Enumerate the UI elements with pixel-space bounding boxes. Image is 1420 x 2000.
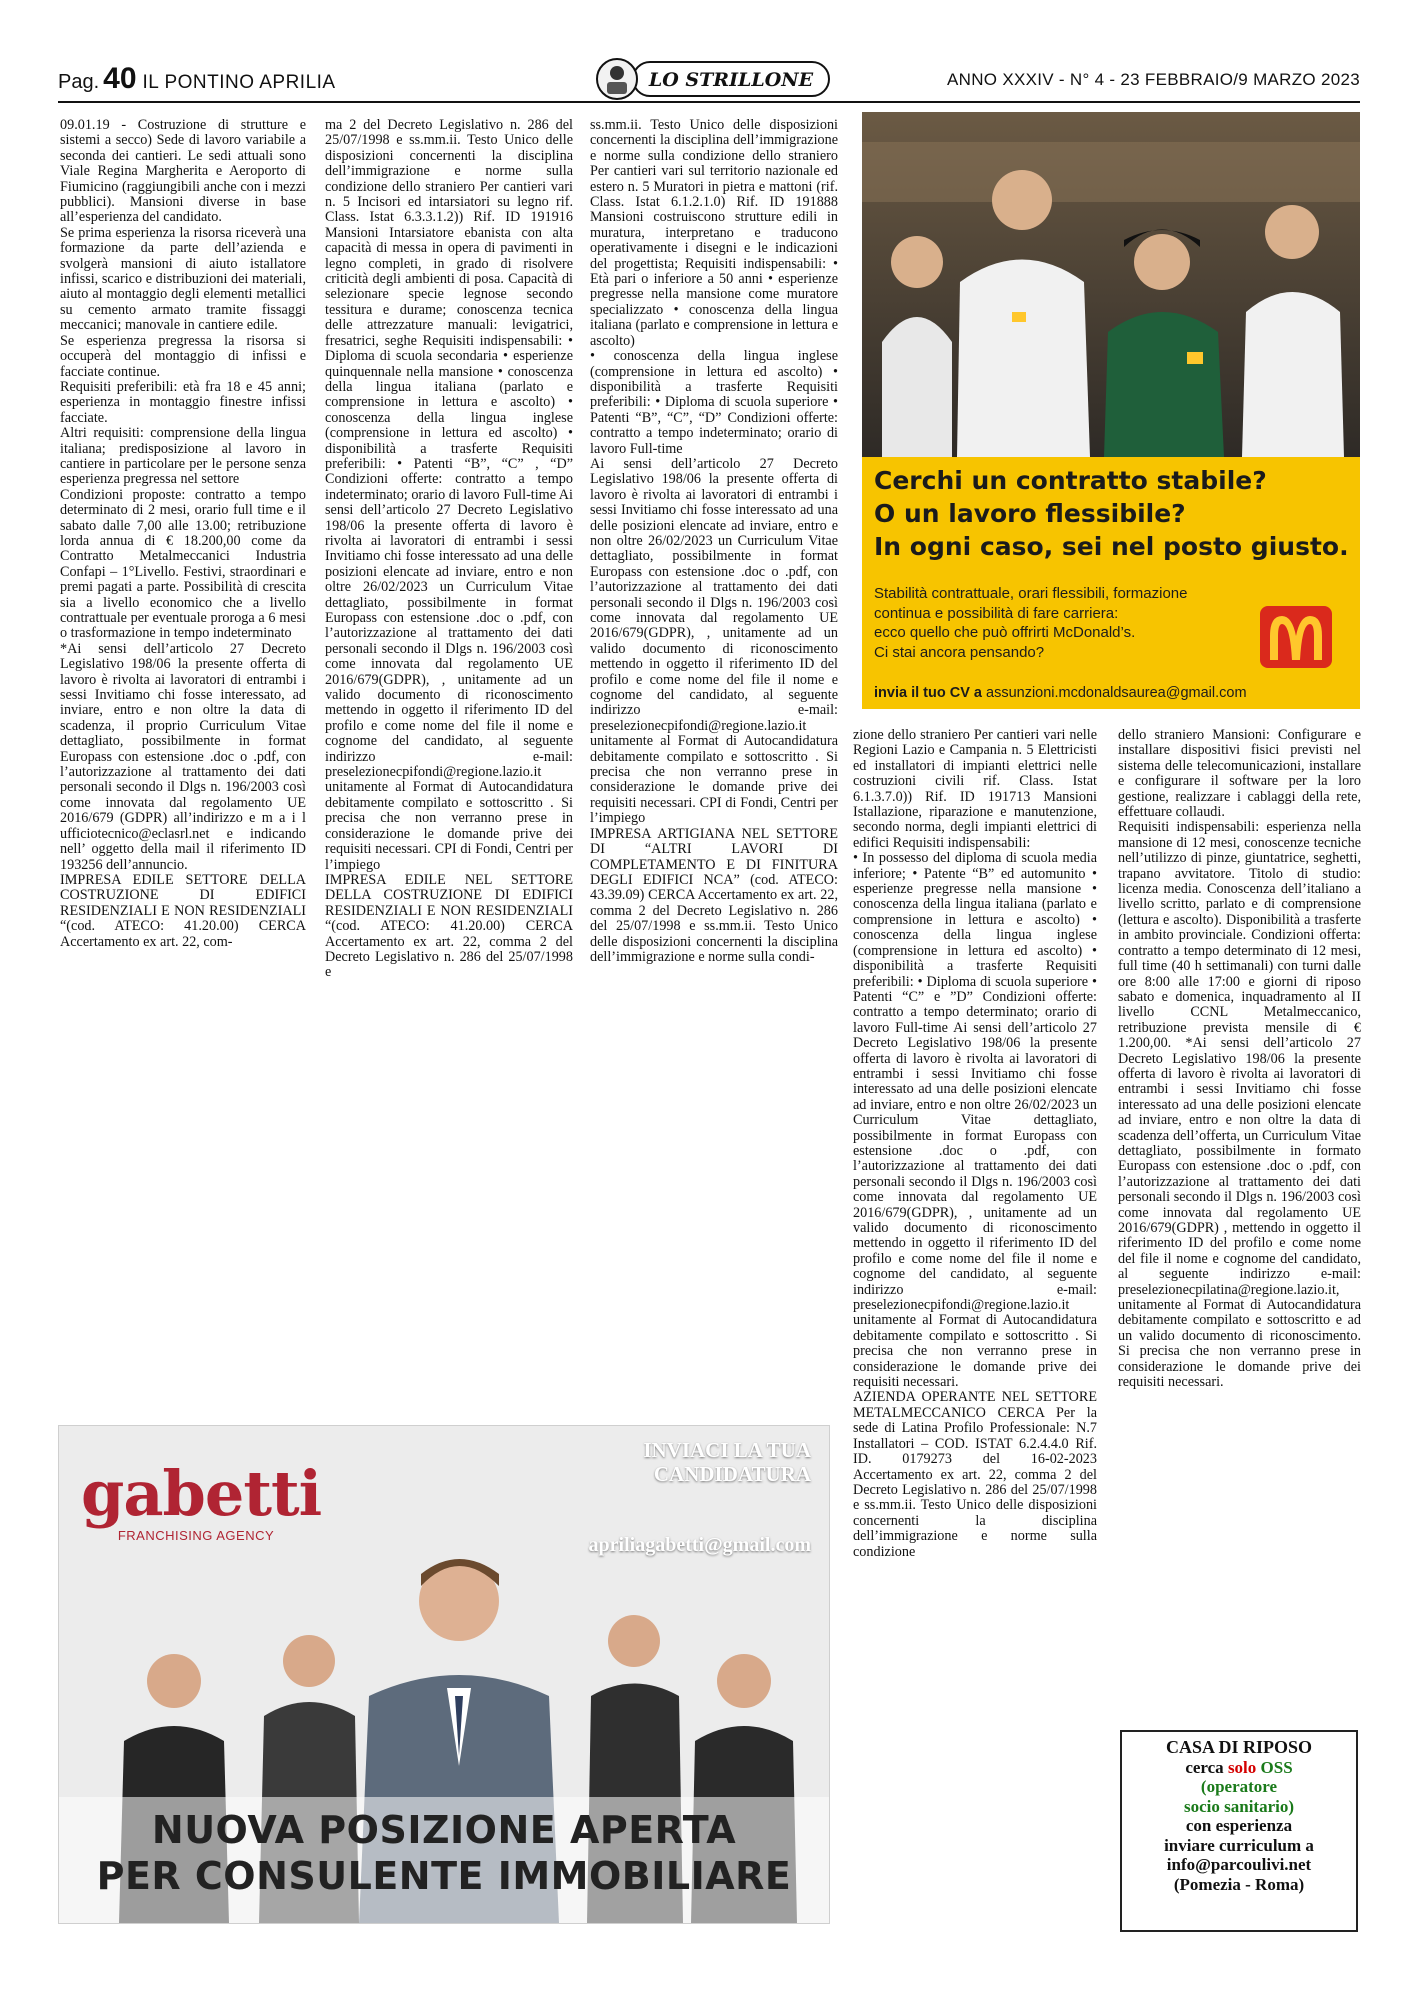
article-paragraph: IMPRESA EDILE SETTORE DELLA COSTRUZIONE DI EDIFICI RESIDENZIALI E NON RESIDENZIALI “(cod. ATECO: 41.20.00) CERCA Accertamento ex art. 22, com- bbox=[60, 871, 306, 950]
publication-name: IL PONTINO APRILIA bbox=[142, 72, 336, 93]
body-line: Ci stai ancora pensando? bbox=[874, 643, 1045, 661]
page-label: Pag. bbox=[58, 71, 100, 93]
article-paragraph: 09.01.19 - Costruzione di strutture e sistemi a secco) Sede di lavoro variabile a seconda dei cantieri. Le sedi attuali sono Viale Regina Margherita e Aeroporto di Fiumicino (raggiungibili anche con i mezzi pubblici). Mansioni diverse in base all’esperienza del candidato. bbox=[60, 117, 306, 226]
article-paragraph: IMPRESA EDILE NEL SETTORE DELLA COSTRUZIONE DI EDIFICI RESIDENZIALI E NON RESIDENZIALI “(cod. ATECO: 41.20.00) CERCA Accertamento ex art. 22, comma 2 del Decreto Legislativo n. 286 del 25/07/1998 e bbox=[325, 871, 573, 981]
ad-headline bbox=[874, 464, 1354, 563]
article-paragraph: Altri requisiti: comprensione della lingua italiana; predisposizione al lavoro in cantiere in particolare per le persone senza esperienza pregressa nel settore bbox=[60, 425, 306, 488]
casa-text: cerca bbox=[1185, 1757, 1228, 1777]
article-paragraph: *Ai sensi dell’articolo 27 Decreto Legislativo 198/06 la presente offerta di lavoro è rivolta ai lavoratori di entrambi i sessi Invitiamo chi fosse interessato, ad inviare, entro e non oltre la data di scadenza, il proprio Curriculum Vitae dettagliato, possibilmente in format Europass con estensione .doc o .pdf, con l’autorizzazione al trattamento dei dati personali secondo il Dlgs n. 196/2003 così come innovata dal regolamento UE 2016/679 (GDPR) all’indirizzo e m a i l ufficiotecnico@eclasrl.net e indicando nell’ oggetto della mail il riferimento ID 193256 dell’annuncio. bbox=[60, 640, 306, 873]
page-folio bbox=[58, 62, 336, 96]
column-2 bbox=[325, 118, 573, 1346]
casa-title: CASA DI RIPOSO bbox=[1165, 1737, 1313, 1757]
casa-highlight-green: OSS bbox=[1256, 1757, 1293, 1777]
mcdonalds-ad bbox=[862, 112, 1360, 709]
column-4 bbox=[853, 728, 1097, 1963]
lo-strillone-logo bbox=[593, 56, 833, 102]
article-paragraph: dello straniero Mansioni: Configurare e installare dispositivi fisici previsti nel sistema delle telecomunicazioni, installare e configurare il software per la loro gestione, realizzare i cablaggi della rete, effettuare collaudi. bbox=[1118, 727, 1361, 821]
casa-di-riposo-ad bbox=[1120, 1730, 1358, 1932]
gabetti-ad bbox=[58, 1425, 830, 1924]
article-paragraph: Requisiti indispensabili: esperienza nella mansione di 12 mesi, conoscenze tecniche nell’utilizzo di pinze, giuntatrice, seghetti, trapano avvitatore. Titolo di studio: licenza media. Conoscenza dell’italiano a livello scritto, parlato e di comprensione (lettura e ascolto). Disponibilità a trasferte in ambito provinciale. Condizioni offerta: contratto a tempo determinato di 12 mesi, full time (40 h settimanali) con turni dalle ore 8:00 alle 17:00 e giorni di riposo sabato e domenica, inquadramento al II livello CCNL Metalmeccanico, retribuzione prevista mensile di € 1.200,00. *Ai sensi dell’articolo 27 Decreto Legislativo 198/06 la presente offerta di lavoro è rivolta ai lavoratori di entrambi i sessi Invitiamo chi fosse interessato ad una delle posizioni elencate ad inviare, entro e non oltre la data di scadenza dell’offerta, un Curriculum Vitae dettagliato, possibilmente in formato Europass con estensione .doc o .pdf, con l’autorizzazione al trattamento dei dati personali secondo il Dlgs n. 196/2003 così come innovata dal regolamento UE 2016/679(GDPR) , mettendo in oggetto il riferimento ID del profilo e come nome del file il nome e cognome del candidato, al seguente indirizzo e-mail: preselezionecpilatina@regione.lazio.it, unitamente al Format di Autocandidatura debitamente compilato e sottoscritto e ad un valido documento di riconoscimento. Si precisa che non verranno prese in considerazione le domande prive dei requisiti necessari. bbox=[1118, 819, 1361, 1391]
headline-line: In ogni caso, sei nel posto giusto. bbox=[874, 532, 1349, 561]
casa-line: inviare curriculum a bbox=[1164, 1835, 1314, 1855]
article-paragraph: ma 2 del Decreto Legislativo n. 286 del 25/07/1998 e ss.mm.ii. Testo Unico delle disposizioni concernenti la disciplina dell’immigrazione e norme sulla condizione dello straniero Per cantieri vari n. 5 Incisori ed intarsiatori su legno rif. Class. Istat 6.3.3.1.2)) Rif. ID 191916 Mansioni Intarsiatore ebanista con alta capacità di messa in opera di pavimenti in legno completi, in grado di risolvere criticità degli ambienti di posa. Capacità di selezionare specie legnose secondo tessitura e durame; conoscenza tecnica delle attrezzature manuali: levigatrici, fresatrici, seghe Requisiti indispensabili: • Diploma di scuola secondaria • esperienze quinquennale nella mansione • conoscenza della lingua italiana (parlato e comprensione in lettura e ascolto) • conoscenza della lingua inglese (comprensione in lettura ed ascolto) • disponibilità a trasferte Requisiti preferibili: • Patenti “B”, “C” , “D” Condizioni offerte: contratto a tempo indeterminato; orario di lavoro Full-time Ai sensi dell’articolo 27 Decreto Legislativo 198/06 la presente offerta di lavoro è rivolta ai lavoratori di entrambi i sessi Invitiamo chi fosse interessato ad una delle posizioni elencate ad inviare, entro e non oltre 26/02/2023 un Curriculum Vitae dettagliato, possibilmente in format Europass con estensione .doc o .pdf, con l’autorizzazione al trattamento dei dati personali secondo il Dlgs n. 196/2003 così come innovata dal regolamento UE 2016/679(GDPR), , unitamente ad un valido documento di riconoscimento mettendo in oggetto il riferimento ID del profilo e come nome del file il nome e cognome del candidato, al seguente indirizzo e-mail: preselezionecpifondi@regione.lazio.it unitamente al Format di Autocandidatura debitamente compilato e sottoscritto . Si precisa che non verranno prese in considerazione le domande prive dei requisiti necessari. CPI di Fondi, Centri per l’impiego bbox=[325, 117, 573, 873]
article-paragraph: • conoscenza della lingua inglese (comprensione in lettura ed ascolto) • disponibilità a trasferte Requisiti preferibili: • Diploma di scuola superiore • Patenti “B”, “C”, “D” Condizioni offerte: contratto a tempo indeterminato; orario di lavoro Full-time bbox=[590, 348, 838, 457]
invite-line: INVIACI LA TUA bbox=[643, 1438, 811, 1462]
page-number: 40 bbox=[103, 62, 137, 95]
article-paragraph: Se esperienza pregressa la risorsa si occuperà del montaggio di infissi e facciate continue. bbox=[60, 332, 306, 380]
casa-highlight-red: solo bbox=[1227, 1757, 1257, 1777]
ad-cta bbox=[874, 685, 1354, 701]
invite-line: CANDIDATURA bbox=[653, 1462, 811, 1486]
gabetti-headline: PER CONSULENTE IMMOBILIARE bbox=[96, 1854, 792, 1898]
gabetti-brand bbox=[81, 1457, 322, 1543]
article-paragraph: Se prima esperienza la risorsa riceverà una formazione da parte dell’azienda e svolgerà mansioni di aiuto istallatore infissi, scarico e distribuzioni dei materiali, aiuto al montaggio degli elementi metallici su cemento armato tramite fissaggi meccanici; manovale in cantiere edile. bbox=[60, 224, 306, 334]
article-paragraph: ss.mm.ii. Testo Unico delle disposizioni concernenti la disciplina dell’immigrazione e norme sulla condizione dello straniero Per cantieri vari sul territorio nazionale ed estero n. 5 Muratori in pietra e mattoni (rif. Class. Istat 6.1.2.1.0) Rif. ID 191888 Mansioni costruiscono strutture edili in muratura, interpretano e traducono operativamente i disegni e le indicazioni del progettista; Requisiti indispensabili: • Età pari o inferiore a 50 anni • esperienze pregresse nella mansione come muratore specializzato • conoscenza della lingua italiana (parlato e comprensione in lettura e ascolto) bbox=[590, 117, 838, 349]
gabetti-email-link[interactable]: apriliagabetti@gmail.com bbox=[588, 1534, 811, 1556]
column-1 bbox=[60, 118, 306, 1366]
gabetti-headline: NUOVA POSIZIONE APERTA bbox=[151, 1808, 737, 1852]
gabetti-subtitle: FRANCHISING AGENCY bbox=[117, 1528, 275, 1543]
headline-line: O un lavoro flessibile? bbox=[874, 499, 1186, 528]
column-3 bbox=[590, 117, 838, 965]
body-line: continua e possibilità di fare carriera: bbox=[874, 604, 1119, 622]
article-paragraph: • In possesso del diploma di scuola media inferiore; • Patente “B” ed automunito • esperienze pregresse nella mansione • conoscenza della lingua italiana (parlato e comprensione in lettura e ascolto) • conoscenza della lingua inglese (comprensione in lettura ed ascolto) • disponibilità a trasferte Requisiti preferibili: • Diploma di scuola superiore • Patenti “C” e ”D” Condizioni offerte: contratto a tempo determinato; orario di lavoro Full-time Ai sensi dell’articolo 27 Decreto Legislativo 198/06 la presente offerta di lavoro è rivolta ai lavoratori di entrambi i sessi Invitiamo chi fosse interessato ad una delle posizioni elencate ad inviare, entro e non oltre 26/02/2023 un Curriculum Vitae dettagliato, possibilmente in format Europass con estensione .doc o .pdf, con l’autorizzazione al trattamento dei dati personali secondo il Dlgs n. 196/2003 così come innovata dal regolamento UE 2016/679(GDPR), , unitamente ad un valido documento di riconoscimento mettendo in oggetto il riferimento ID del profilo e come nome del file il nome e cognome del candidato, al seguente indirizzo e-mail: preselezionecpifondi@regione.lazio.it unitamente al Format di Autocandidatura debitamente compilato e sottoscritto . Si precisa che non verranno prese in considerazione le domande prive dei requisiti necessari. bbox=[853, 850, 1097, 1391]
casa-line: (operatore bbox=[1200, 1777, 1278, 1796]
gabetti-logo-text: gabetti bbox=[81, 1457, 322, 1530]
casa-line: con esperienza bbox=[1185, 1816, 1293, 1835]
column-5 bbox=[1118, 728, 1361, 1718]
mcdonalds-logo-icon bbox=[1260, 606, 1332, 668]
body-line: Stabilità contrattuale, orari flessibili, formazione bbox=[874, 585, 1188, 602]
headline-line: Cerchi un contratto stabile? bbox=[874, 466, 1267, 495]
page-header bbox=[58, 62, 1360, 98]
ad-body bbox=[874, 584, 1234, 662]
casa-line bbox=[1122, 1758, 1356, 1778]
header-divider bbox=[58, 101, 1360, 103]
casa-email-link[interactable]: info@parcoulivi.net bbox=[1166, 1855, 1312, 1874]
article-paragraph: IMPRESA ARTIGIANA NEL SETTORE DI “ALTRI LAVORI DI COMPLETAMENTO E DI FINITURA DEGLI EDIFICI NCA” (cod. ATECO: 43.39.09) CERCA Accertamento ex art. 22, comma 2 del Decreto Legislativo n. 286 del 25/07/1998 e ss.mm.ii. Testo Unico delle disposizioni concernenti la disciplina dell’immigrazione e norme sulla condi- bbox=[590, 825, 838, 965]
issue-info: ANNO XXXIV - N° 4 - 23 FEBBRAIO/9 MARZO 2023 bbox=[946, 70, 1360, 89]
logo-text: LO STRILLONE bbox=[648, 69, 814, 91]
body-line: ecco quello che può offrirti McDonald’s. bbox=[874, 624, 1136, 641]
cta-label: invia il tuo CV a bbox=[874, 685, 982, 701]
article-paragraph: Requisiti preferibili: età fra 18 e 45 anni; esperienza in montaggio finestre infissi facciate. bbox=[60, 378, 306, 426]
casa-line: (Pomezia - Roma) bbox=[1173, 1874, 1305, 1894]
article-paragraph: Condizioni proposte: contratto a tempo determinato di 2 mesi, orario full time e il sabato dalle 7,00 alle 13.00; retribuzione lorda annua di € 18.200,00 come da Contratto Metalmeccanici Industria Confapi – 1°Livello. Festivi, straordinari e premi pagati a parte. Possibilità di crescita sia a livello economico che a livello contrattuale per eventuale proroga a 6 mesi o trasformazione in tempo indeterminato bbox=[60, 486, 306, 642]
cta-email-link[interactable]: assunzioni.mcdonaldsaurea@gmail.com bbox=[986, 685, 1247, 701]
casa-line: socio sanitario) bbox=[1183, 1796, 1295, 1816]
gabetti-invite bbox=[571, 1438, 811, 1486]
article-paragraph: AZIENDA OPERANTE NEL SETTORE METALMECCANICO CERCA Per la sede di Latina Profilo Professionale: N.7 Installatori – COD. ISTAT 6.2.4.4.0 Rif. ID. 0179273 del 16-02-2023 Accertamento ex art. 22, comma 2 del Decreto Legislativo n. 286 del 25/07/1998 e ss.mm.ii. Testo Unico delle disposizioni concernenti la disciplina dell’immigrazione e norme sulla condizione bbox=[853, 1389, 1097, 1560]
article-paragraph: Ai sensi dell’articolo 27 Decreto Legislativo 198/06 la presente offerta di lavoro è rivolta ai lavoratori di entrambi i sessi Invitiamo chi fosse interessato ad una delle posizioni elencate ad inviare, entro e non oltre 26/02/2023 un Curriculum Vitae dettagliato, possibilmente in format Europass con estensione .doc o .pdf, con l’autorizzazione al trattamento dei dati personali secondo il Dlgs n. 196/2003 così come innovata dal regolamento UE 2016/679(GDPR), , unitamente ad un valido documento di riconoscimento mettendo in oggetto il riferimento ID del profilo e come nome del file il nome e cognome del candidato, al seguente indirizzo e-mail: preselezionecpifondi@regione.lazio.it unitamente al Format di Autocandidatura debitamente compilato e sottoscritto . Si precisa che non verranno prese in considerazione le domande prive dei requisiti necessari. CPI di Fondi, Centri per l’impiego bbox=[590, 455, 838, 827]
article-paragraph: zione dello straniero Per cantieri vari nelle Regioni Lazio e Campania n. 5 Elettricisti ed installatori di impianti elettrici nelle costruzioni civili rif. Class. Istat 6.1.3.7.0)) Rif. ID 191713 Mansioni Istallazione, riparazione e manutenzione, secondo norma, degli impianti elettrici di edifici Requisiti indispensabili: bbox=[853, 727, 1097, 851]
staff-photo bbox=[862, 112, 1360, 457]
